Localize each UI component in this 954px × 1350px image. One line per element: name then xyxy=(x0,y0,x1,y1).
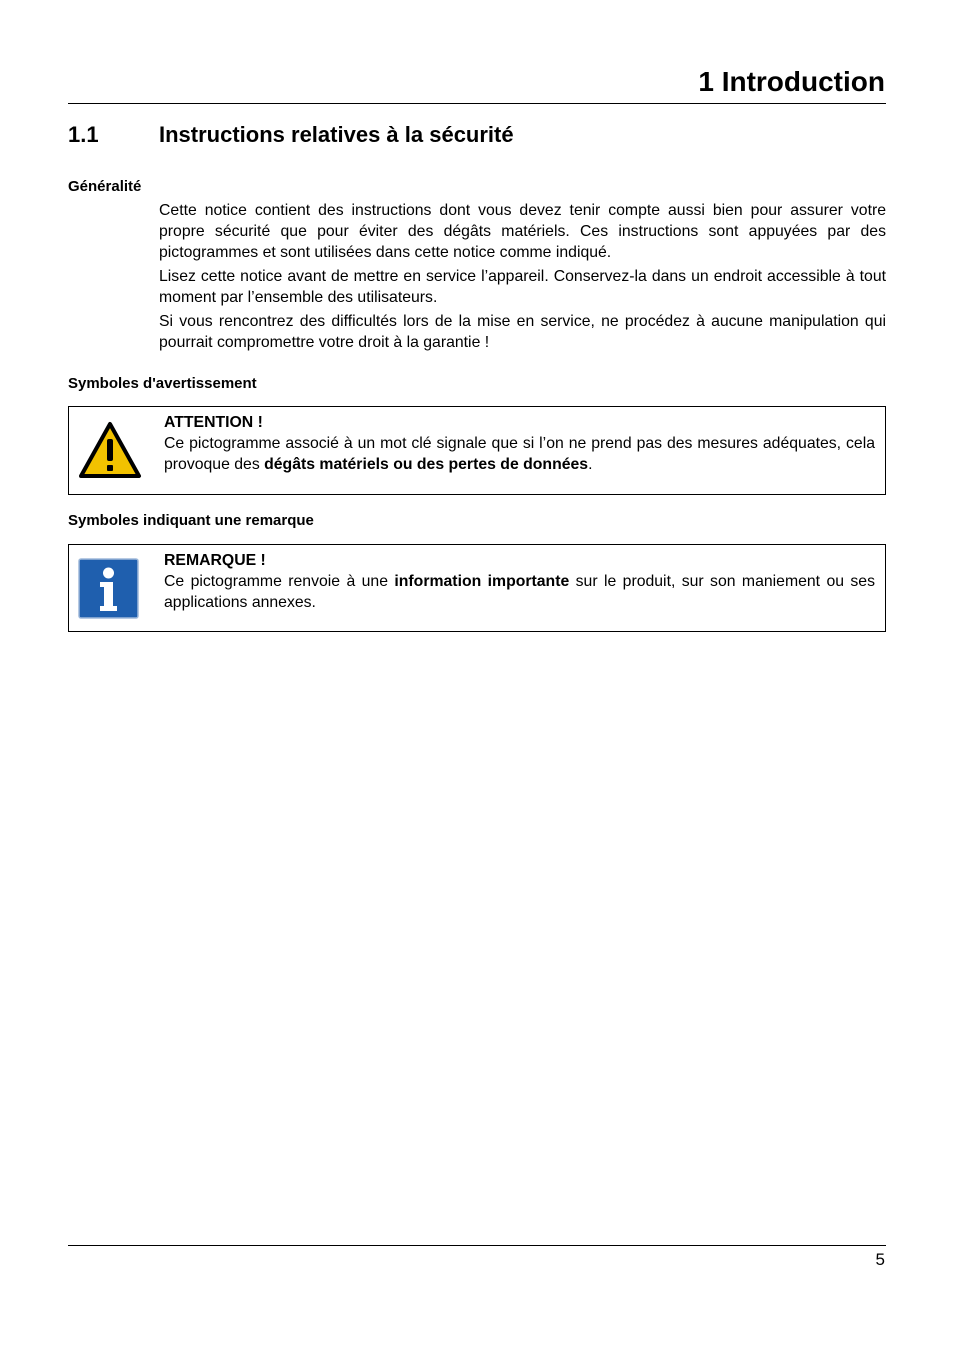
note-text-before: Ce pictogramme renvoie à une xyxy=(164,573,395,590)
generalite-paragraph: Cette notice contient des instructions dont vous devez tenir compte aussi bien pour assurer votre propre sécurité que pour éviter des dégâts matériels. Ces instructions sont appuyées par des pictogrammes et sont utilisées dans cette notice comme indiqué. xyxy=(159,202,886,261)
warning-text-after: . xyxy=(588,456,593,473)
generalite-paragraph: Lisez cette notice avant de mettre en service l’appareil. Conservez-la dans un endroit accessible à tout moment par l’ensemble des utilisateurs. xyxy=(159,268,886,306)
generalite-heading: Généralité xyxy=(68,178,142,195)
footer-rule xyxy=(68,1245,886,1246)
warning-triangle-icon xyxy=(78,421,142,479)
page-number: 5 xyxy=(875,1250,885,1269)
note-text-after: sur le produit, sur son maniement ou ses applications annexes. xyxy=(164,573,875,611)
section-number: 1.1 xyxy=(68,122,99,147)
note-notice-text xyxy=(164,550,875,613)
section-title-text: Instructions relatives à la sécurité xyxy=(159,122,514,147)
warning-label: ATTENTION ! xyxy=(164,414,263,431)
section-title xyxy=(68,122,514,148)
warning-notice xyxy=(68,406,886,495)
note-symbols-heading: Symboles indiquant une remarque xyxy=(68,512,314,529)
note-notice xyxy=(68,544,886,632)
warning-symbols-heading: Symboles d'avertissement xyxy=(68,375,257,392)
info-icon xyxy=(78,558,139,619)
header-rule xyxy=(68,103,886,104)
note-label: REMARQUE ! xyxy=(164,552,266,569)
warning-notice-text xyxy=(164,412,875,475)
warning-text-before: Ce pictogramme associé à un mot clé signale que si l’on ne prend pas des mesures adéquates, cela provoque des xyxy=(164,435,875,473)
generalite-paragraph: Si vous rencontrez des difficultés lors de la mise en service, ne procédez à aucune manipulation qui pourrait compromettre votre droit à la garantie ! xyxy=(159,313,886,351)
chapter-title: 1 Introduction xyxy=(698,66,885,97)
note-text-bold: information importante xyxy=(394,573,570,590)
warning-text-bold: dégâts matériels ou des pertes de données xyxy=(264,456,589,473)
generalite-body xyxy=(159,200,886,356)
